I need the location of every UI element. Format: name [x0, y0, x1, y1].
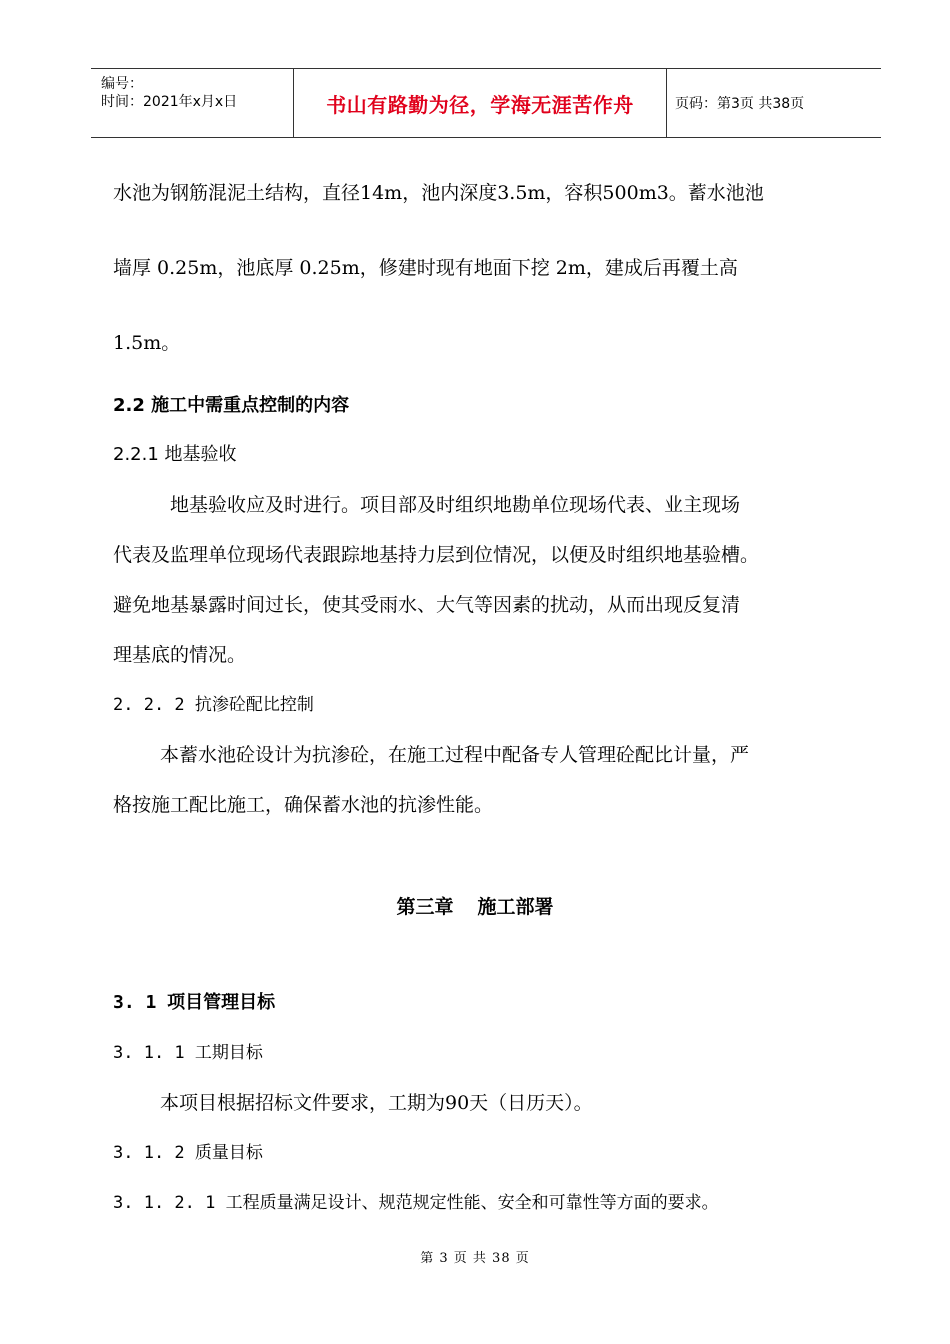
- chapter-heading: [0, 892, 950, 919]
- paragraph-line: 理基底的情况。: [113, 644, 247, 666]
- paragraph-line: 本蓄水池砼设计为抗渗砼，在施工过程中配备专人管理砼配比计量，严: [160, 744, 750, 766]
- paragraph-line: 水池为钢筋混泥土结构，直径14m，池内深度3.5m，容积500m3。蓄水池池: [113, 182, 764, 204]
- paragraph-line: 地基验收应及时进行。项目部及时组织地勘单位现场代表、业主现场: [170, 494, 741, 516]
- header-motto: 书山有路勤为径，学海无涯苦作舟: [326, 92, 634, 117]
- page-header: [91, 68, 881, 138]
- paragraph-line: 代表及监理单位现场代表跟踪地基持力层到位情况，以便及时组织地基验槽。: [113, 544, 760, 566]
- chapter-title: 施工部署: [477, 896, 554, 918]
- subsection-heading-3-1-1: 3. 1. 1 工期目标: [113, 1043, 263, 1063]
- header-meta-cell: [91, 69, 293, 137]
- subsection-heading-3-1-2: 3. 1. 2 质量目标: [113, 1143, 263, 1163]
- page-footer: 第 3 页 共 38 页: [420, 1251, 530, 1266]
- paragraph-line: 本项目根据招标文件要求，工期为90天（日历天）。: [160, 1092, 593, 1114]
- document-code-label: 编号：: [101, 76, 143, 92]
- section-heading-3-1: 3. 1 项目管理目标: [113, 992, 276, 1013]
- paragraph-line: 格按施工配比施工，确保蓄水池的抗渗性能。: [113, 794, 494, 816]
- subsection-heading-2-2-2: 2. 2. 2 抗渗砼配比控制: [113, 695, 314, 715]
- header-page-cell: [667, 69, 881, 137]
- paragraph-line: 3. 1. 2. 1 工程质量满足设计、规范规定性能、安全和可靠性等方面的要求。: [113, 1193, 719, 1213]
- header-page-label: 页码：第3页 共38页: [675, 96, 805, 112]
- paragraph-line: 1.5m。: [113, 332, 181, 354]
- paragraph-line: 避免地基暴露时间过长，使其受雨水、大气等因素的扰动，从而出现反复清: [113, 594, 741, 616]
- document-time-label: 时间：2021年x月x日: [101, 94, 238, 110]
- subsection-heading-2-2-1: 2.2.1 地基验收: [113, 444, 237, 465]
- paragraph-line: 墙厚 0.25m，池底厚 0.25m，修建时现有地面下挖 2m，建成后再覆土高: [113, 257, 738, 279]
- header-motto-cell: [293, 69, 667, 137]
- section-heading-2-2: 2.2 施工中需重点控制的内容: [113, 395, 350, 416]
- chapter-number: 第三章: [396, 896, 454, 918]
